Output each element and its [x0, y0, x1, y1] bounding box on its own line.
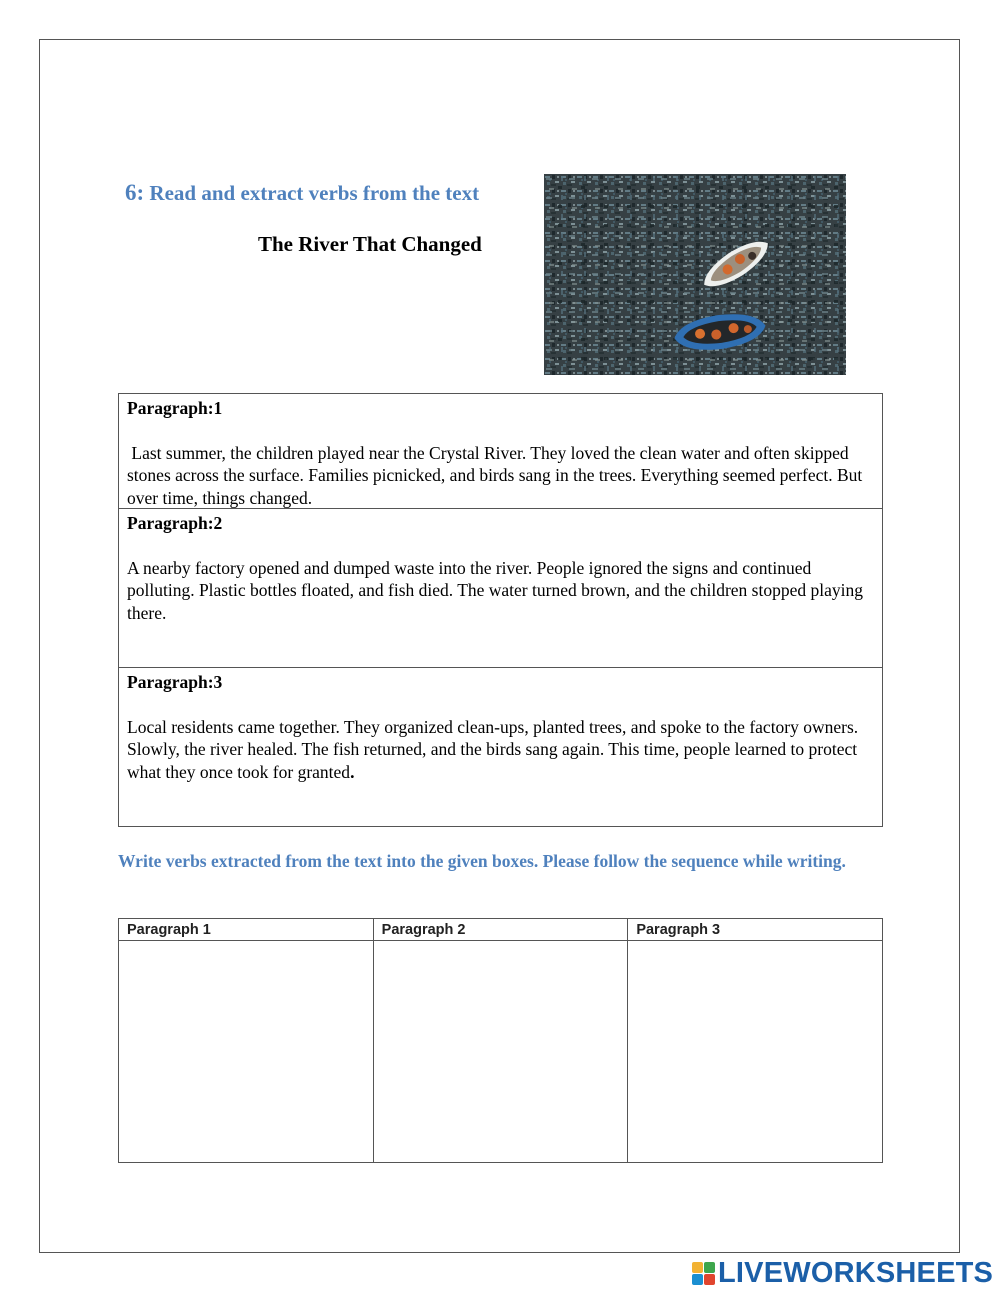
- logo-squares-icon: [692, 1262, 715, 1285]
- paragraph-end-mark: .: [350, 761, 355, 782]
- paragraph-box-1: [118, 393, 883, 509]
- exercise-title: [125, 180, 479, 206]
- paragraph-text: Local residents came together. They organized clean-ups, planted trees, and spoke to the factory owners. Slowly, the river healed. The fish returned, and the birds sang again. This time, people learned to protect what they once took for granted: [127, 716, 859, 782]
- paragraph-text: Last summer, the children played near the Crystal River. They loved the clean water and often skipped stones across the surface. Families picnicked, and birds sang in the trees. Everything seemed perfect. But over time, things changed.: [127, 442, 867, 508]
- column-header-paragraph-3: Paragraph 3: [628, 919, 883, 941]
- paragraph-text-wrapper: [127, 716, 874, 784]
- paragraph-box-2: [118, 508, 883, 668]
- exercise-title-text: Read and extract verbs from the text: [149, 181, 480, 205]
- exercise-separator: :: [136, 180, 145, 205]
- paragraph-heading: Paragraph:1: [127, 398, 223, 418]
- paragraph-heading: Paragraph:3: [127, 672, 223, 692]
- paragraph-box-3: [118, 667, 883, 827]
- answer-input-paragraph-1[interactable]: [119, 941, 373, 1157]
- instruction-text: Write verbs extracted from the text into the given boxes. Please follow the sequence while writing.: [118, 851, 846, 871]
- answer-cell-paragraph-1: [119, 941, 374, 1163]
- table-header-row: [119, 919, 883, 941]
- table-answer-row: [119, 941, 883, 1163]
- paragraph-text: A nearby factory opened and dumped waste into the river. People ignored the signs and continued polluting. Plastic bottles floated, and fish died. The water turned brown, and the children stopped playing there.: [127, 557, 863, 623]
- answer-input-paragraph-2[interactable]: [374, 941, 628, 1157]
- paragraph-heading: Paragraph:2: [127, 513, 223, 533]
- answer-input-paragraph-3[interactable]: [628, 941, 882, 1157]
- logo-text: LIVEWORKSHEETS: [718, 1257, 994, 1289]
- answer-cell-paragraph-3: [628, 941, 883, 1163]
- answer-cell-paragraph-2: [373, 941, 628, 1163]
- column-header-paragraph-2: Paragraph 2: [373, 919, 628, 941]
- verbs-answer-table: [118, 918, 883, 1163]
- column-header-paragraph-1: Paragraph 1: [119, 919, 374, 941]
- liveworksheets-logo: [692, 1257, 993, 1290]
- story-title: The River That Changed: [258, 232, 482, 256]
- polluted-river-photo: [544, 174, 846, 375]
- exercise-number: 6: [125, 180, 137, 205]
